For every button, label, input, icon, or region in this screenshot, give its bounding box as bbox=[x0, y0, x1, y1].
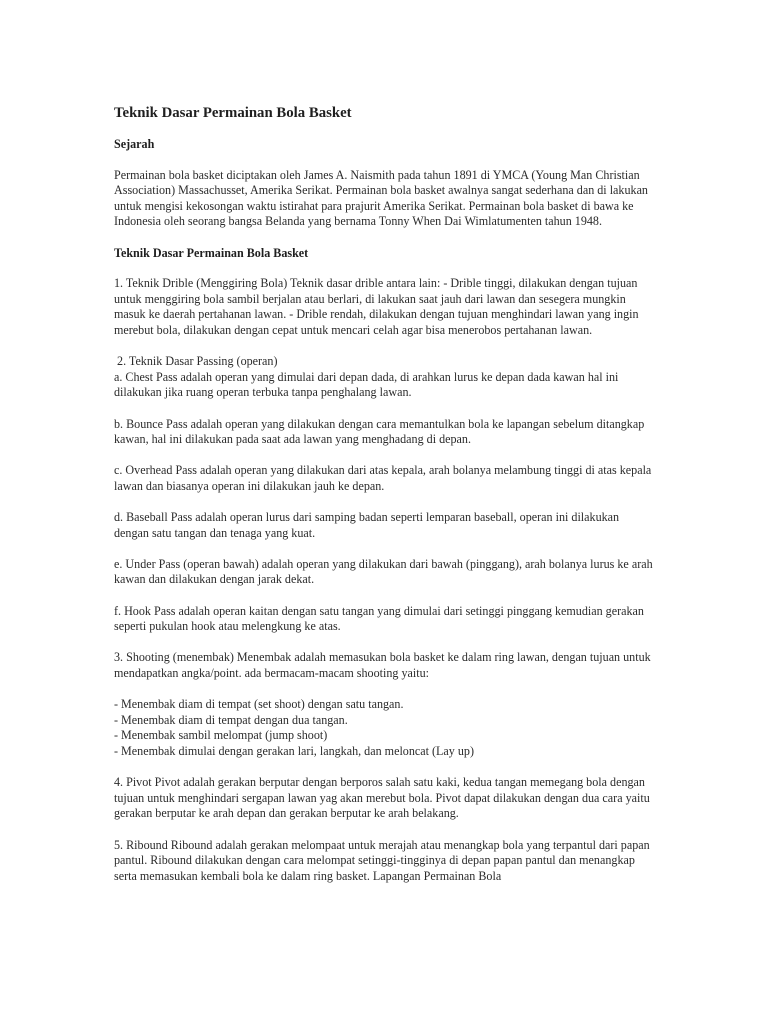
history-heading: Sejarah bbox=[114, 137, 155, 151]
pass-hook-paragraph: f. Hook Pass adalah operan kaitan dengan satu tangan yang dimulai dari setinggi pinggang kemudian gerakan seperti pukulan hook atau melengkung ke atas. bbox=[114, 603, 644, 634]
list-item: - Menembak dimulai dengan gerakan lari, langkah, dan meloncat (Lay up) bbox=[114, 743, 474, 758]
technique-heading: Teknik Dasar Permainan Bola Basket bbox=[114, 245, 309, 260]
list-item: - Menembak diam di tempat (set shoot) dengan satu tangan. bbox=[114, 697, 404, 712]
pass-chest-paragraph: a. Chest Pass adalah operan yang dimulai dari depan dada, di arahkan lurus ke depan dada kawan hal ini dilakukan jika ruang operan terbuka tanpa penghalang lawan. bbox=[114, 369, 619, 400]
list-item: - Menembak diam di tempat dengan dua tangan. bbox=[114, 712, 348, 727]
document-body bbox=[114, 104, 654, 900]
list-item: - Menembak sambil melompat (jump shoot) bbox=[114, 728, 328, 743]
history-paragraph: Permainan bola basket diciptakan oleh James A. Naismith pada tahun 1891 di YMCA (Young Man Christian Association) Massachusset, Amerika Serikat. Permainan bola basket awalnya sangat sederhana dan di lakukan untuk mengisi kekosongan waktu istirahat para prajurit Amerika Serikat. Permainan bola basket di bawa ke Indonesia oleh seorang bangsa Belanda yang bernama Tonny When Dai Wimlatumenten tahun 1948. bbox=[114, 167, 648, 229]
passing-heading: 2. Teknik Dasar Passing (operan) bbox=[114, 354, 278, 369]
dribble-paragraph: 1. Teknik Drible (Menggiring Bola) Teknik dasar drible antara lain: - Drible tinggi, dilakukan dengan tujuan untuk menggiring bola sambil berjalan atau berlari, di lakukan saat jauh dari lawan dan sesegera mungkin masuk ke daerah pertahanan lawan. - Drible rendah, dilakukan dengan tujuan menghindari lawan yang ingin merebut bola, dilakukan dengan cepat untuk mencari celah agar bisa menerobos pertahanan lawan. bbox=[114, 276, 639, 337]
pass-under-paragraph: e. Under Pass (operan bawah) adalah operan yang dilakukan dari bawah (pinggang), arah bolanya lurus ke arah kawan dan dilakukan dengan jarak dekat. bbox=[114, 556, 653, 587]
document-title: Teknik Dasar Permainan Bola Basket bbox=[114, 105, 352, 121]
ribound-paragraph: 5. Ribound Ribound adalah gerakan melompaat untuk merajah atau menangkap bola yang terpantul dari papan pantul. Ribound dilakukan dengan cara melompat setinggi-tingginya di depan papan pantul dan menangkap serta memasukan kembali bola ke dalam ring basket. Lapangan Permainan Bola bbox=[114, 837, 650, 883]
shooting-paragraph: 3. Shooting (menembak) Menembak adalah memasukan bola basket ke dalam ring lawan, dengan tujuan untuk mendapatkan angka/point. ada bermacam-macam shooting yaitu: bbox=[114, 650, 651, 680]
shooting-list bbox=[114, 697, 654, 759]
pass-bounce-paragraph: b. Bounce Pass adalah operan yang dilakukan dengan cara memantulkan bola ke lapangan sebelum ditangkap kawan, hal ini dilakukan pada saat ada lawan yang menghadang di depan. bbox=[114, 416, 645, 447]
pass-overhead-paragraph: c. Overhead Pass adalah operan yang dilakukan dari atas kepala, arah bolanya melambung tinggi di atas kepala lawan dan biasanya operan ini dilakukan jauh ke depan. bbox=[114, 463, 652, 493]
pivot-paragraph: 4. Pivot Pivot adalah gerakan berputar dengan berporos salah satu kaki, kedua tangan memegang bola dengan tujuan untuk menghindari sergapan lawan yag akan merebut bola. Pivot dapat dilakukan dengan dua cara yaitu gerakan berputar ke arah depan dan gerakan berputar ke arah belakang. bbox=[114, 775, 650, 821]
pass-baseball-paragraph: d. Baseball Pass adalah operan lurus dari samping badan seperti lemparan baseball, operan ini dilakukan dengan satu tangan dan tenaga yang kuat. bbox=[114, 510, 620, 540]
